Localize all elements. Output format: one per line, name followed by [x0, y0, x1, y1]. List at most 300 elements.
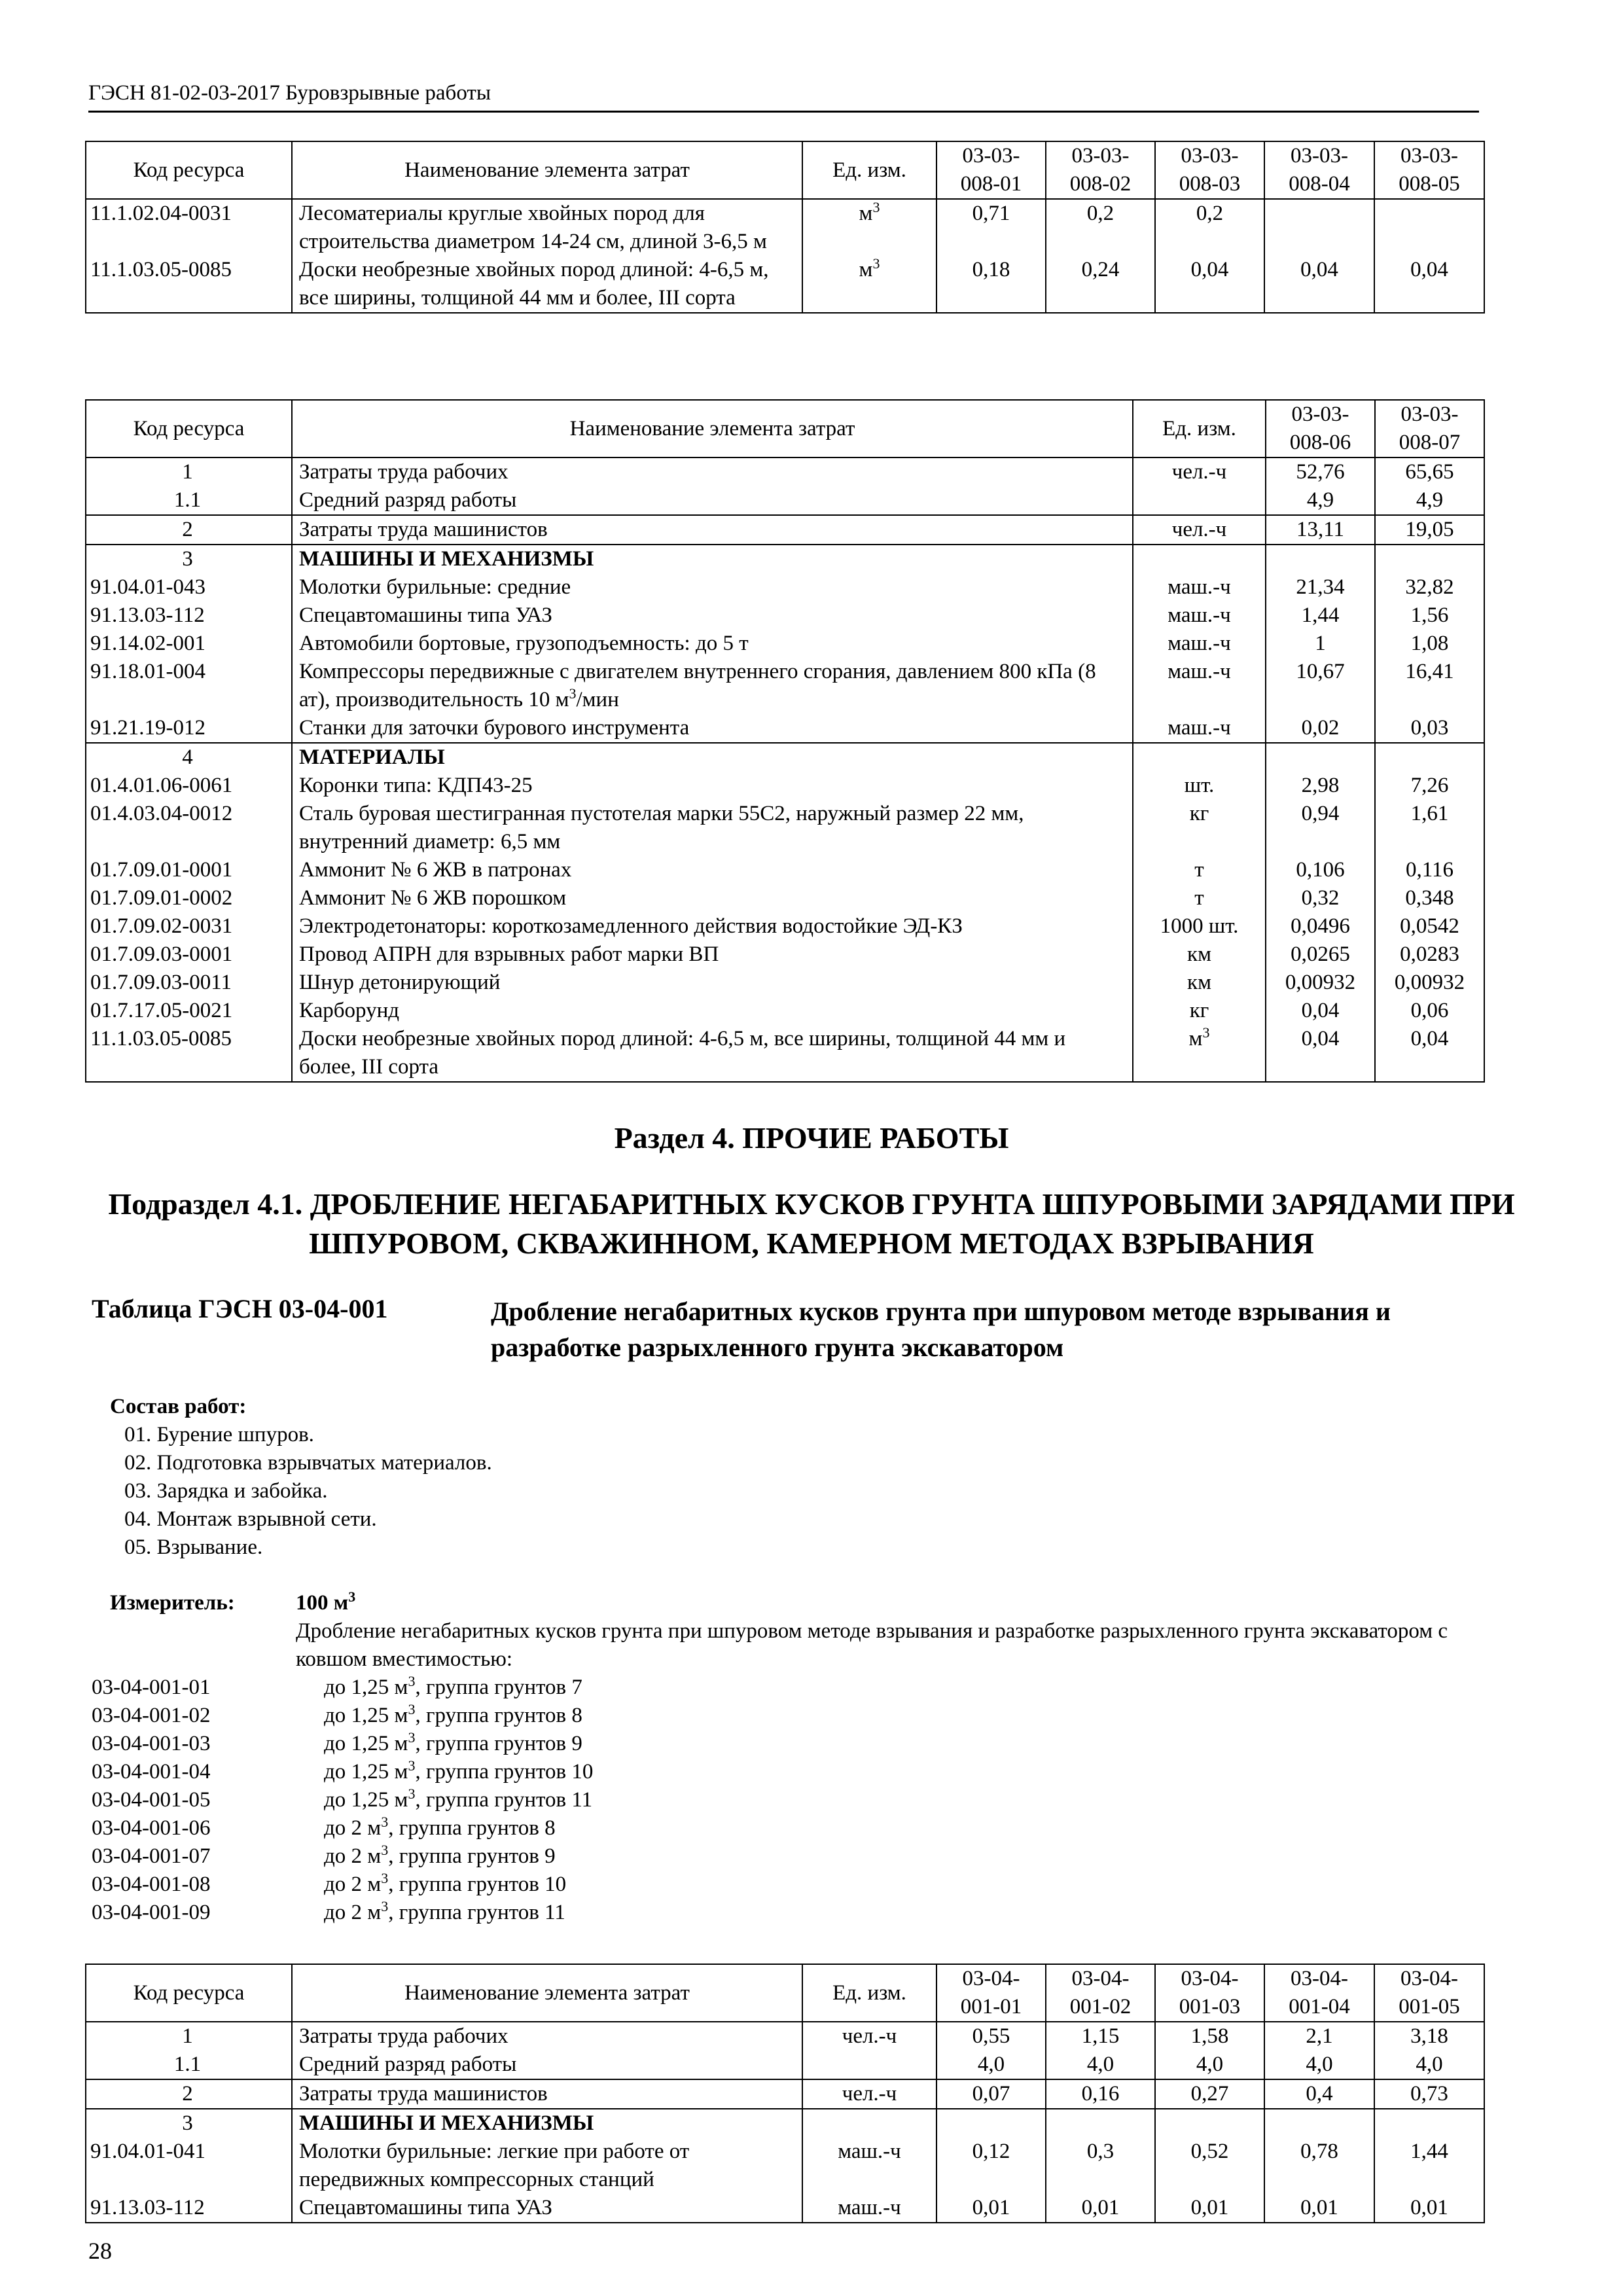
norm-code: 03-04-001-06 [92, 1816, 211, 1840]
resource-unit [1133, 856, 1266, 884]
unit-text: маш.-ч [838, 2140, 901, 2163]
norm-description [324, 1674, 582, 1702]
norm-description-text: до 1,25 м [324, 1732, 408, 1755]
resource-name-text: МАШИНЫ И МЕХАНИЗМЫ [299, 547, 594, 571]
norm-value: 0,0283 [1375, 941, 1484, 969]
resource-name-text: Автомобили бортовые, грузоподъемность: до 5 т [299, 632, 749, 655]
list-item [92, 1786, 1073, 1814]
table-row [86, 2079, 1484, 2109]
resource-name-text: Затраты труда рабочих [299, 2024, 508, 2048]
resource-unit [1133, 630, 1266, 658]
norm-description-text: до 2 м [324, 1901, 382, 1924]
norm-value [1266, 545, 1375, 573]
norm-value [1264, 199, 1374, 256]
list-item [92, 1899, 1073, 1927]
resource-name-text: Средний разряд работы [299, 2053, 517, 2076]
norm-value: 4,0 [936, 2051, 1046, 2079]
superscript: 3 [381, 1842, 389, 1858]
norm-value [1374, 199, 1484, 256]
resource-name [292, 743, 1133, 772]
superscript: 3 [408, 1785, 416, 1802]
meter-value: 100 $м^3$ [296, 1588, 356, 1615]
norm-value [1155, 2109, 1264, 2138]
norm-value: 0,2 [1155, 199, 1264, 256]
subsection-title: Подраздел 4.1. ДРОБЛЕНИЕ НЕГАБАРИТНЫХ КУСКОВ ГРУНТА ШПУРОВЫМИ ЗАРЯДАМИ ПРИ ШПУРОВОМ, СКВАЖИННОМ, КАМЕРНОМ МЕТОДАХ ВЗРЫВАНИЯ [108, 1187, 1515, 1260]
norm-code: 03-04-001-03 [92, 1732, 211, 1755]
norm-value: 4,0 [1374, 2051, 1484, 2079]
resource-code: 1 [86, 457, 292, 486]
norm-value: 0,52 [1155, 2138, 1264, 2194]
table-row [86, 2109, 1484, 2138]
norm-value: 0,0496 [1266, 912, 1375, 941]
resource-name-text: Молотки бурильные: средние [299, 575, 571, 599]
col-header-unit: Ед. изм. [802, 141, 936, 199]
resource-unit [802, 2194, 936, 2223]
resource-code: 2 [86, 2079, 292, 2109]
resource-name-text: Спецавтомашины типа УАЗ [299, 2196, 552, 2219]
resource-code: 4 [86, 743, 292, 772]
norm-value: 4,9 [1375, 486, 1484, 515]
resource-code: 91.21.19-012 [86, 714, 292, 743]
norm-code-list [92, 1674, 1073, 1927]
resource-name-text: Средний разряд работы [299, 488, 517, 512]
resource-name-text: МАТЕРИАЛЫ [299, 745, 445, 769]
superscript: 3 [408, 1701, 416, 1717]
norm-value: 0,01 [1374, 2194, 1484, 2223]
norm-value: 10,67 [1266, 658, 1375, 714]
norm-value: 0,24 [1046, 256, 1155, 313]
norm-value: 4,9 [1266, 486, 1375, 515]
resource-unit [1133, 573, 1266, 601]
resource-name-text: Компрессоры передвижные с двигателем внутреннего сгорания, давлением 800 кПа (8 ат), производительность 10 м [299, 660, 1096, 711]
norm-value: 32,82 [1375, 573, 1484, 601]
norm-value: 1 [1266, 630, 1375, 658]
resource-unit [1133, 743, 1266, 772]
norm-value: 0,348 [1375, 884, 1484, 912]
norm-value: 0,04 [1155, 256, 1264, 313]
norm-description-tail: , группа грунтов 9 [388, 1844, 556, 1868]
resource-name-text: Шнур детонирующий [299, 971, 501, 994]
norm-value: 1,58 [1155, 2022, 1264, 2051]
unit-text: кг [1189, 999, 1209, 1022]
unit-text: м [1188, 1027, 1203, 1050]
unit-text: 1000 шт. [1160, 914, 1239, 938]
norm-description-text: до 1,25 м [324, 1704, 408, 1727]
unit-text: т [1194, 886, 1204, 910]
resource-unit [802, 2138, 936, 2194]
resource-unit [1133, 515, 1266, 545]
resource-code: 11.1.03.05-0085 [86, 1025, 292, 1082]
resource-unit [802, 2109, 936, 2138]
resource-name-tail: /мин [576, 688, 619, 711]
norm-description [324, 1730, 582, 1758]
resource-unit [1133, 941, 1266, 969]
resource-unit [1133, 457, 1266, 486]
list-item [92, 1871, 1073, 1899]
resource-name-text: Аммонит № 6 ЖВ в патронах [299, 858, 572, 882]
col-header-norm: 03-04- 001-04 [1264, 1964, 1374, 2022]
table-row [86, 2022, 1484, 2051]
resource-unit [1133, 884, 1266, 912]
table-row [86, 2194, 1484, 2223]
norm-description [324, 1899, 565, 1927]
norm-value: 0,3 [1046, 2138, 1155, 2194]
superscript: 3 [569, 685, 577, 702]
list-item [92, 1674, 1073, 1702]
unit-text: чел.-ч [842, 2024, 897, 2048]
col-header-norm: 03-03- 008-06 [1266, 400, 1375, 457]
resource-code: 91.04.01-041 [86, 2138, 292, 2194]
norm-value: 1,61 [1375, 800, 1484, 856]
resource-name [292, 630, 1133, 658]
page-number: 28 [88, 2238, 112, 2264]
superscript: 3 [1202, 1025, 1210, 1041]
norm-code: 03-04-001-08 [92, 1873, 211, 1896]
resource-name [292, 515, 1133, 545]
resource-code: 3 [86, 545, 292, 573]
table-row [86, 969, 1484, 997]
norm-value: 0,12 [936, 2138, 1046, 2194]
norm-value: 0,94 [1266, 800, 1375, 856]
col-header-norm: 03-03- 008-01 [936, 141, 1046, 199]
norm-value: 0,02 [1266, 714, 1375, 743]
norm-code: 03-04-001-09 [92, 1901, 211, 1924]
norm-value: 0,71 [936, 199, 1046, 256]
norm-value: 0,01 [936, 2194, 1046, 2223]
col-header-unit: Ед. изм. [802, 1964, 936, 2022]
norm-value: 0,27 [1155, 2079, 1264, 2109]
resource-name [292, 2022, 802, 2051]
norm-value: 0,04 [1374, 256, 1484, 313]
superscript: 3 [381, 1814, 389, 1830]
superscript: 3 [381, 1870, 389, 1886]
resource-name [292, 457, 1133, 486]
resource-unit [1133, 601, 1266, 630]
norm-value: 52,76 [1266, 457, 1375, 486]
resource-unit [1133, 997, 1266, 1025]
resource-code: 11.1.03.05-0085 [86, 256, 292, 313]
resource-name [292, 941, 1133, 969]
table-row [86, 486, 1484, 515]
resource-name-text: Доски необрезные хвойных пород длиной: 4-6,5 м, все ширины, толщиной 44 мм и более, III сорта [299, 1027, 1066, 1079]
resource-name-text: Затраты труда машинистов [299, 518, 548, 541]
norm-value: 0,116 [1375, 856, 1484, 884]
resource-unit: $м^3$ [802, 199, 936, 256]
resource-code: 91.04.01-043 [86, 573, 292, 601]
norm-description-tail: , группа грунтов 9 [415, 1732, 582, 1755]
norm-value: 0,01 [1046, 2194, 1155, 2223]
meter-label: Измеритель: [110, 1591, 235, 1615]
col-header-name: Наименование элемента затрат [292, 1964, 802, 2022]
resource-name-text: Аммонит № 6 ЖВ порошком [299, 886, 567, 910]
table-row [86, 884, 1484, 912]
norm-value: 1,56 [1375, 601, 1484, 630]
running-header: ГЭСН 81-02-03-2017 Буровзрывные работы [88, 80, 1479, 113]
norm-value [936, 2109, 1046, 2138]
norm-value [1375, 743, 1484, 772]
resource-unit [1133, 1025, 1266, 1082]
resource-code: 91.18.01-004 [86, 658, 292, 714]
col-header-norm: 03-04- 001-03 [1155, 1964, 1264, 2022]
unit-text: чел.-ч [842, 2082, 897, 2106]
resource-name-text: МАШИНЫ И МЕХАНИЗМЫ [299, 2111, 594, 2135]
resource-name [292, 714, 1133, 743]
table-row [86, 772, 1484, 800]
resource-unit: $м^3$ [802, 256, 936, 313]
table-row [86, 256, 1484, 313]
col-header-norm: 03-04- 001-05 [1374, 1964, 1484, 2022]
norm-description-tail: , группа грунтов 8 [415, 1704, 582, 1727]
norm-description-tail: , группа грунтов 10 [415, 1760, 594, 1784]
norm-value: 1,44 [1266, 601, 1375, 630]
col-header-norm: 03-04- 001-01 [936, 1964, 1046, 2022]
norm-value [1266, 743, 1375, 772]
resource-name [292, 884, 1133, 912]
norm-description-text: до 2 м [324, 1816, 382, 1840]
resource-unit [1133, 486, 1266, 515]
resource-unit [1133, 772, 1266, 800]
norm-value: 0,106 [1266, 856, 1375, 884]
list-item: 01. Бурение шпуров. [124, 1423, 314, 1446]
resource-code: 01.7.09.03-0001 [86, 941, 292, 969]
norm-value: 0,01 [1264, 2194, 1374, 2223]
resource-code: 91.14.02-001 [86, 630, 292, 658]
unit-text: чел.-ч [1171, 460, 1227, 484]
resource-name [292, 601, 1133, 630]
table-row [86, 912, 1484, 941]
table-row [86, 714, 1484, 743]
norm-description [324, 1786, 592, 1814]
norm-description-tail: , группа грунтов 11 [388, 1901, 565, 1924]
list-item: 05. Взрывание. [124, 1535, 263, 1559]
resource-name [292, 2138, 802, 2194]
col-header-name: Наименование элемента затрат [292, 400, 1133, 457]
resource-name-text: Спецавтомашины типа УАЗ [299, 603, 552, 627]
norm-value: 0,0265 [1266, 941, 1375, 969]
norm-value [1375, 545, 1484, 573]
unit-text: маш.-ч [1168, 632, 1231, 655]
norm-code: 03-04-001-01 [92, 1676, 211, 1699]
resource-name [292, 1025, 1133, 1082]
norm-value: 1,08 [1375, 630, 1484, 658]
resource-code: 1.1 [86, 486, 292, 515]
norm-value: 16,41 [1375, 658, 1484, 714]
resource-unit [1133, 800, 1266, 856]
resource-code: 01.7.17.05-0021 [86, 997, 292, 1025]
norm-value: 0,4 [1264, 2079, 1374, 2109]
norm-value: 4,0 [1046, 2051, 1155, 2079]
norm-value: 0,55 [936, 2022, 1046, 2051]
norm-value: 0,06 [1375, 997, 1484, 1025]
resource-name [292, 2079, 802, 2109]
resource-name-text: Затраты труда рабочих [299, 460, 508, 484]
norm-value [1264, 2109, 1374, 2138]
resource-name [292, 2194, 802, 2223]
list-item [92, 1814, 1073, 1842]
resource-name-text: Коронки типа: КДП43-25 [299, 774, 533, 797]
resource-unit [1133, 714, 1266, 743]
norm-value: 0,00932 [1266, 969, 1375, 997]
resource-code: 3 [86, 2109, 292, 2138]
col-header-code: Код ресурса [86, 400, 292, 457]
resource-code: 01.4.03.04-0012 [86, 800, 292, 856]
resource-name-text: Карборунд [299, 999, 400, 1022]
norm-description-text: до 2 м [324, 1844, 382, 1868]
table-row [86, 743, 1484, 772]
norm-value: 0,32 [1266, 884, 1375, 912]
norm-value: 0,0542 [1375, 912, 1484, 941]
table-row [86, 997, 1484, 1025]
norm-value: 0,01 [1155, 2194, 1264, 2223]
superscript: 3 [408, 1673, 416, 1689]
norm-value: 1,15 [1046, 2022, 1155, 2051]
resource-name: Доски необрезные хвойных пород длиной: 4-6,5 м, все ширины, толщиной 44 мм и более, III сорта [292, 256, 802, 313]
unit-text: маш.-ч [1168, 660, 1231, 683]
resource-name-text: Провод АПРН для взрывных работ марки ВП [299, 942, 719, 966]
list-item [92, 1702, 1073, 1730]
norm-value: 4,0 [1155, 2051, 1264, 2079]
table-row [86, 856, 1484, 884]
norm-description [324, 1702, 582, 1730]
norm-value: 0,03 [1375, 714, 1484, 743]
norm-value [1374, 2109, 1484, 2138]
resource-name [292, 545, 1133, 573]
table-row [86, 2138, 1484, 2194]
resource-code: 01.7.09.01-0002 [86, 884, 292, 912]
norm-value: 2,1 [1264, 2022, 1374, 2051]
resource-unit [1133, 545, 1266, 573]
resource-unit [1133, 658, 1266, 714]
composition-heading: Состав работ: [110, 1395, 247, 1418]
resource-name [292, 856, 1133, 884]
norm-description-text: до 1,25 м [324, 1760, 408, 1784]
table-row [86, 515, 1484, 545]
table-row [86, 630, 1484, 658]
norm-value: 65,65 [1375, 457, 1484, 486]
resource-name [292, 2109, 802, 2138]
norm-value: 4,0 [1264, 2051, 1374, 2079]
norm-value: 2,98 [1266, 772, 1375, 800]
unit-text: маш.-ч [1168, 575, 1231, 599]
superscript: 3 [408, 1757, 416, 1774]
norm-value: 0,18 [936, 256, 1046, 313]
cost-table-03-03-008-part2 [85, 399, 1485, 1083]
table-row [86, 658, 1484, 714]
norm-value: 13,11 [1266, 515, 1375, 545]
resource-code: 11.1.02.04-0031 [86, 199, 292, 256]
table-row [86, 573, 1484, 601]
resource-name [292, 772, 1133, 800]
table-row [86, 457, 1484, 486]
col-header-norm: 03-03- 008-03 [1155, 141, 1264, 199]
norm-description [324, 1758, 593, 1786]
norm-description [324, 1814, 556, 1842]
list-item: 02. Подготовка взрывчатых материалов. [124, 1451, 492, 1475]
unit-text: км [1187, 971, 1211, 994]
col-header-norm: 03-03- 008-02 [1046, 141, 1155, 199]
norm-value: 0,04 [1266, 1025, 1375, 1082]
col-header-norm: 03-04- 001-02 [1046, 1964, 1155, 2022]
norm-value: 0,73 [1374, 2079, 1484, 2109]
table-row [86, 199, 1484, 256]
unit-text: кг [1189, 802, 1209, 825]
norm-value: 19,05 [1375, 515, 1484, 545]
norm-code: 03-04-001-07 [92, 1844, 211, 1868]
col-header-code: Код ресурса [86, 141, 292, 199]
norm-code: 03-04-001-05 [92, 1788, 211, 1812]
unit-text: маш.-ч [838, 2196, 901, 2219]
norm-value: 0,04 [1264, 256, 1374, 313]
list-item: 03. Зарядка и забойка. [124, 1479, 328, 1503]
resource-name [292, 800, 1133, 856]
resource-name-text: Сталь буровая шестигранная пустотелая марки 55С2, наружный размер 22 мм, внутренний диаметр: 6,5 мм [299, 802, 1024, 853]
col-header-norm: 03-03- 008-04 [1264, 141, 1374, 199]
col-header-unit: Ед. изм. [1133, 400, 1266, 457]
unit-text: шт. [1184, 774, 1215, 797]
table-row [86, 800, 1484, 856]
list-item [92, 1842, 1073, 1871]
norm-code: 03-04-001-04 [92, 1760, 211, 1784]
resource-code: 91.13.03-112 [86, 2194, 292, 2223]
list-item: 04. Монтаж взрывной сети. [124, 1507, 377, 1531]
norm-value [1046, 2109, 1155, 2138]
cost-table-03-04-001 [85, 1964, 1485, 2223]
composition-list [124, 1421, 492, 1562]
resource-name [292, 486, 1133, 515]
table-row [86, 601, 1484, 630]
list-item [92, 1758, 1073, 1786]
norm-value: 0,04 [1266, 997, 1375, 1025]
col-header-code: Код ресурса [86, 1964, 292, 2022]
col-header-norm: 03-03- 008-07 [1375, 400, 1484, 457]
table-label: Таблица ГЭСН 03-04-001 [92, 1294, 388, 1323]
resource-name [292, 969, 1133, 997]
resource-code: 91.13.03-112 [86, 601, 292, 630]
norm-description [324, 1871, 566, 1899]
resource-code: 01.7.09.02-0031 [86, 912, 292, 941]
unit-text: чел.-ч [1171, 518, 1227, 541]
meter-description: Дробление негабаритных кусков грунта при шпуровом методе взрывания и разработке разрыхленного грунта экскаватором с ковшом вместимостью: [296, 1619, 1448, 1671]
norm-value: 0,07 [936, 2079, 1046, 2109]
norm-code: 03-04-001-02 [92, 1704, 211, 1727]
resource-unit [1133, 969, 1266, 997]
norm-description-tail: , группа грунтов 7 [415, 1676, 582, 1699]
resource-unit [802, 2079, 936, 2109]
table-row [86, 545, 1484, 573]
resource-name-text: Станки для заточки бурового инструмента [299, 716, 690, 740]
norm-description-tail: , группа грунтов 11 [415, 1788, 593, 1812]
norm-value: 0,00932 [1375, 969, 1484, 997]
norm-value: 3,18 [1374, 2022, 1484, 2051]
unit-text: т [1194, 858, 1204, 882]
table-title: Дробление негабаритных кусков грунта при шпуровом методе взрывания и разработке разрыхленного грунта экскаватором [491, 1297, 1391, 1362]
superscript: 3 [381, 1898, 389, 1914]
norm-description-text: до 1,25 м [324, 1788, 408, 1812]
resource-unit [802, 2051, 936, 2079]
resource-name [292, 997, 1133, 1025]
resource-code: 01.4.01.06-0061 [86, 772, 292, 800]
resource-name [292, 2051, 802, 2079]
col-header-norm: 03-03- 008-05 [1374, 141, 1484, 199]
resource-name-text: Затраты труда машинистов [299, 2082, 548, 2106]
section-title: Раздел 4. ПРОЧИЕ РАБОТЫ [614, 1121, 1009, 1155]
table-row [86, 1025, 1484, 1082]
resource-name [292, 573, 1133, 601]
norm-value: 7,26 [1375, 772, 1484, 800]
resource-code: 1 [86, 2022, 292, 2051]
superscript: 3 [408, 1729, 416, 1746]
resource-unit [1133, 912, 1266, 941]
